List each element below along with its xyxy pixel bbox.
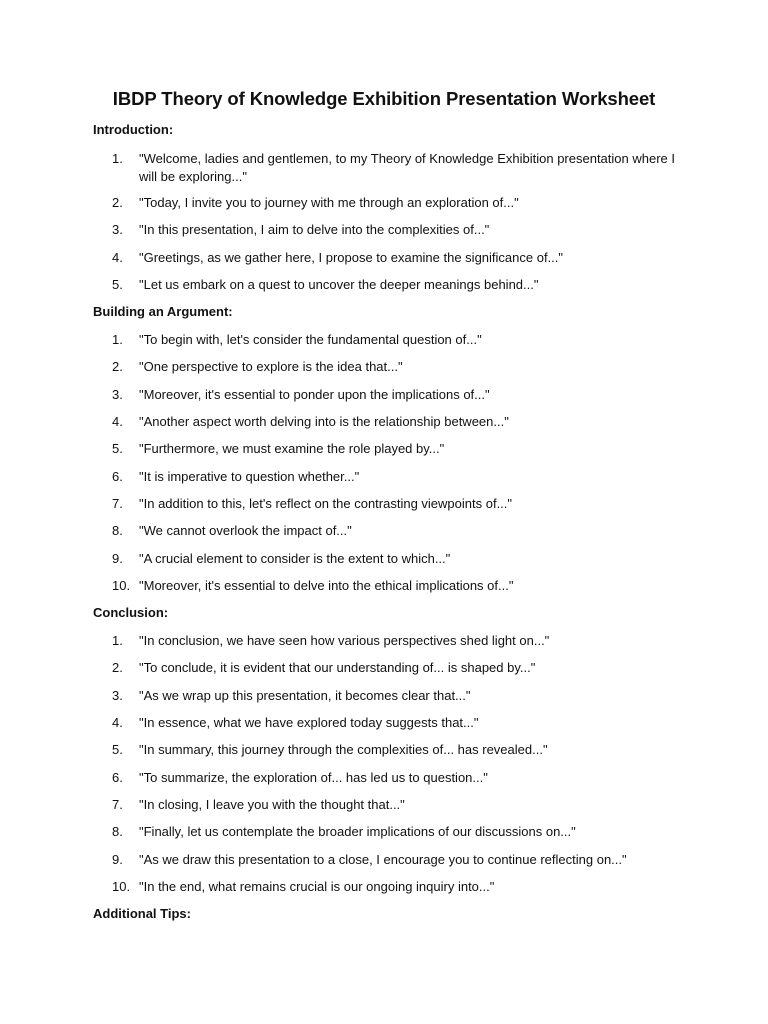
list-item-number: 7. xyxy=(112,496,123,511)
list-item xyxy=(112,522,692,540)
list-item-text: "In the end, what remains crucial is our ongoing inquiry into..." xyxy=(139,879,495,894)
list-item-text: "In addition to this, let's reflect on the contrasting viewpoints of..." xyxy=(139,496,513,511)
list-item-text: "As we wrap up this presentation, it becomes clear that..." xyxy=(139,688,471,703)
list-item-number: 3. xyxy=(112,688,123,703)
list-item xyxy=(112,851,692,869)
list-item-number: 4. xyxy=(112,715,123,730)
section-heading-introduction: Introduction: xyxy=(93,122,174,137)
list-item-number: 3. xyxy=(112,387,123,402)
list-item xyxy=(112,386,692,404)
list-item-number: 4. xyxy=(112,414,123,429)
list-item-text: "Moreover, it's essential to delve into the ethical implications of..." xyxy=(139,578,514,593)
list-item-number: 5. xyxy=(112,441,123,456)
list-item-number: 5. xyxy=(112,742,123,757)
list-item xyxy=(112,468,692,486)
list-item-text: "One perspective to explore is the idea that..." xyxy=(139,359,403,374)
list-item-text: "Today, I invite you to journey with me through an exploration of..." xyxy=(139,195,519,210)
list-item-number: 10. xyxy=(112,879,131,894)
list-item-number: 2. xyxy=(112,660,123,675)
list-item-text: "In conclusion, we have seen how various perspectives shed light on..." xyxy=(139,633,550,648)
list-item xyxy=(112,823,692,841)
list-item-text: "To conclude, it is evident that our understanding of... is shaped by..." xyxy=(139,660,536,675)
list-item-text: "A crucial element to consider is the extent to which..." xyxy=(139,551,451,566)
list-item-number: 6. xyxy=(112,770,123,785)
list-item-number: 7. xyxy=(112,797,123,812)
list-item xyxy=(112,659,692,677)
list-item-text: "Furthermore, we must examine the role played by..." xyxy=(139,441,445,456)
list-item-text: "In summary, this journey through the complexities of... has revealed..." xyxy=(139,742,548,757)
list-item-text: "In essence, what we have explored today suggests that..." xyxy=(139,715,479,730)
list-item-text: "Greetings, as we gather here, I propose to examine the significance of..." xyxy=(139,250,564,265)
list-item xyxy=(112,150,692,186)
list-item xyxy=(112,687,692,705)
list-item-text: "Finally, let us contemplate the broader implications of our discussions on..." xyxy=(139,824,576,839)
section-heading-building-an-argument: Building an Argument: xyxy=(93,304,233,319)
list-item xyxy=(112,577,692,595)
list-item-number: 8. xyxy=(112,523,123,538)
list-item-number: 6. xyxy=(112,469,123,484)
page-title: IBDP Theory of Knowledge Exhibition Presentation Worksheet xyxy=(112,88,656,109)
list-item xyxy=(112,331,692,349)
section-heading-additional-tips: Additional Tips: xyxy=(93,906,191,921)
list-item-text: "In this presentation, I aim to delve into the complexities of..." xyxy=(139,222,490,237)
list-item-number: 5. xyxy=(112,277,123,292)
list-item xyxy=(112,550,692,568)
list-item xyxy=(112,221,692,239)
list-item-number: 10. xyxy=(112,578,131,593)
list-item-number: 1. xyxy=(112,151,123,166)
list-item xyxy=(112,714,692,732)
list-item-number: 3. xyxy=(112,222,123,237)
list-item xyxy=(112,440,692,458)
list-item xyxy=(112,358,692,376)
list-item-text: "Welcome, ladies and gentlemen, to my Theory of Knowledge Exhibition presentation where I will be exploring..." xyxy=(139,151,675,184)
list-item-text: "To summarize, the exploration of... has led us to question..." xyxy=(139,770,488,785)
list-item xyxy=(112,194,692,212)
list-item xyxy=(112,413,692,431)
list-item-number: 8. xyxy=(112,824,123,839)
list-item-text: "In closing, I leave you with the thought that..." xyxy=(139,797,405,812)
list-item-text: "Moreover, it's essential to ponder upon the implications of..." xyxy=(139,387,490,402)
list-item-number: 4. xyxy=(112,250,123,265)
list-item-text: "We cannot overlook the impact of..." xyxy=(139,523,352,538)
list-item xyxy=(112,741,692,759)
list-item-text: "It is imperative to question whether..." xyxy=(139,469,360,484)
list-item xyxy=(112,769,692,787)
list-item-number: 1. xyxy=(112,332,123,347)
list-item xyxy=(112,632,692,650)
list-item-number: 9. xyxy=(112,852,123,867)
list-item xyxy=(112,495,692,513)
list-item-number: 2. xyxy=(112,195,123,210)
list-item-text: "Another aspect worth delving into is the relationship between..." xyxy=(139,414,509,429)
list-item xyxy=(112,796,692,814)
list-item-number: 2. xyxy=(112,359,123,374)
list-item-text: "As we draw this presentation to a close, I encourage you to continue reflecting on..." xyxy=(139,852,627,867)
list-item xyxy=(112,249,692,267)
list-item-text: "To begin with, let's consider the fundamental question of..." xyxy=(139,332,482,347)
list-item-number: 9. xyxy=(112,551,123,566)
list-item-number: 1. xyxy=(112,633,123,648)
list-item-text: "Let us embark on a quest to uncover the deeper meanings behind..." xyxy=(139,277,539,292)
section-heading-conclusion: Conclusion: xyxy=(93,605,169,620)
list-item xyxy=(112,878,692,896)
list-item xyxy=(112,276,692,294)
